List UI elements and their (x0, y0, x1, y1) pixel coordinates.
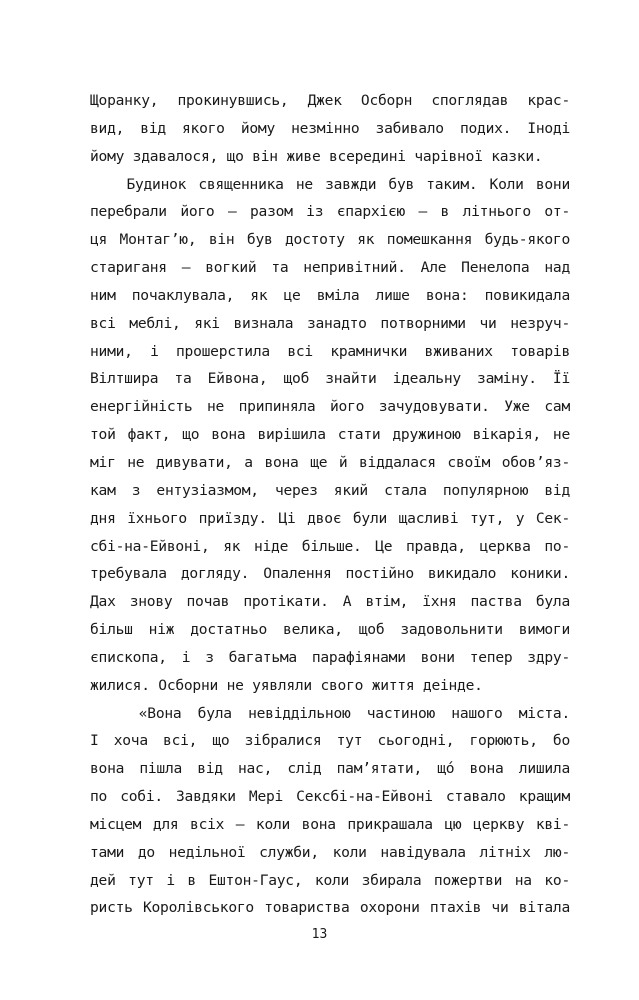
text-line: вона пішла від нас, слід пам’ятати, щó вона лишила (90, 760, 570, 778)
text-line: йому здавалося, що він живе всередині чарівної казки. (90, 147, 543, 165)
text-line: І хоча всі, що зібралися тут сьогодні, горюють, бо (90, 732, 570, 750)
text-line: кам з ентузіазмом, через який стала популярною від (90, 481, 570, 499)
text-line: міг не дивувати, а вона ще й віддалася своїм обов’яз- (90, 453, 570, 471)
page-number: 13 (311, 927, 328, 942)
text-line: більш ніж достатньо велика, щоб задовольнити вимоги (90, 621, 570, 639)
text-line: Дах знову почав протікати. А втім, їхня паства була (90, 593, 570, 611)
text-line: Вілтшира та Ейвона, щоб знайти ідеальну заміну. Її (90, 370, 570, 388)
text-line: сбі-на-Ейвоні, як ніде більше. Це правда, церква по- (90, 537, 570, 555)
text-line: ця Монтаг’ю, він був достоту як помешкання будь-якого (90, 231, 570, 249)
text-line: ним почаклувала, як це вміла лише вона: повикидала (90, 286, 570, 304)
text-line: требувала догляду. Опалення постійно викидало коники. (90, 565, 570, 583)
text-line: Будинок священника не завжди був таким. Коли вони (90, 175, 570, 193)
text-line: енергійність не припиняла його зачудовувати. Уже сам (90, 398, 570, 416)
text-line: перебрали його — разом із єпархією — в літнього от- (90, 203, 570, 221)
body-text (90, 87, 570, 922)
text-line: всі меблі, які визнала занадто потворними чи незруч- (90, 314, 570, 332)
text-line: місцем для всіх — коли вона прикрашала цю церкву кві- (90, 815, 570, 833)
text-line: єпископа, і з багатьма парафіянами вони тепер здру- (90, 648, 570, 666)
text-line: дей тут і в Ештон-Гаус, коли збирала пожертви на ко- (90, 871, 570, 889)
text-line: тами до недільної служби, коли навідувала літніх лю- (90, 843, 570, 861)
text-line: Щоранку, прокинувшись, Джек Осборн споглядав крас- (90, 92, 570, 109)
text-line: ристь Королівського товариства охорони птахів чи вітала (90, 899, 570, 917)
text-line: вид, від якого йому незмінно забивало подих. Іноді (90, 119, 570, 137)
text-line: по собі. Завдяки Мері Сексбі-на-Ейвоні ставало кращим (90, 788, 570, 806)
text-line: стариганя — вогкий та непривітний. Але Пенелопа над (90, 259, 570, 277)
text-line: ними, і прошерстила всі крамнички вживаних товарів (90, 342, 570, 360)
text-line: «Вона була невіддільною частиною нашого міста. (90, 704, 570, 722)
text-line: жилися. Осборни не уявляли свого життя деінде. (90, 676, 483, 694)
text-line: той факт, що вона вирішила стати дружиною вікарія, не (90, 426, 570, 444)
text-line: дня їхнього приїзду. Ці двоє були щасливі тут, у Сек- (90, 509, 570, 527)
